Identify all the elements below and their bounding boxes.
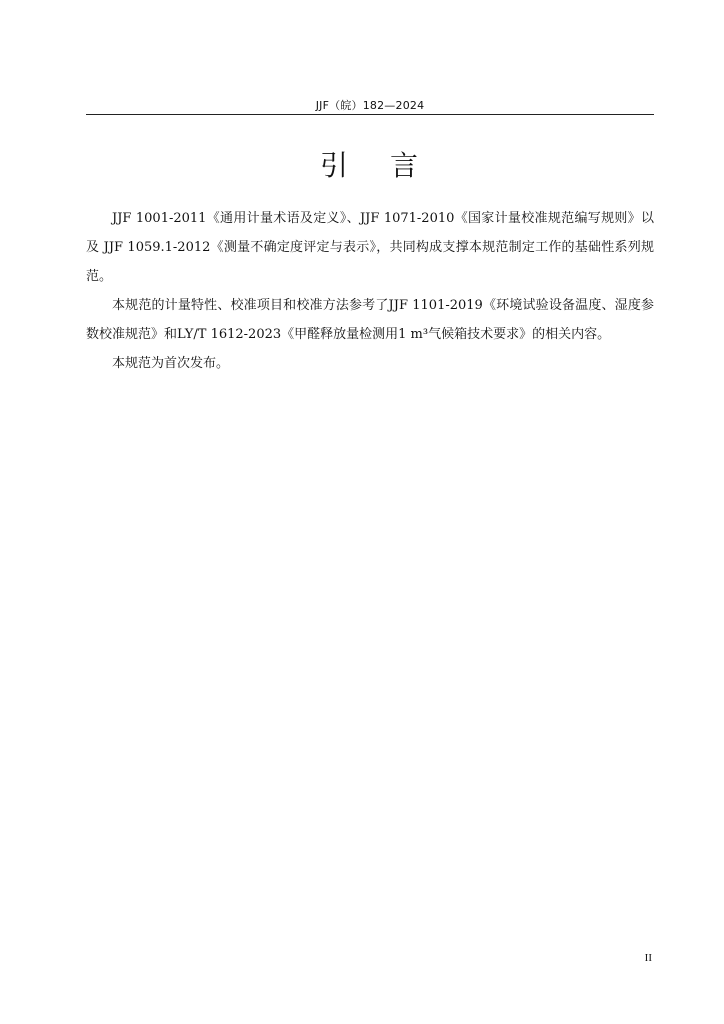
title-char-1: 引 xyxy=(319,149,350,182)
document-body xyxy=(86,204,654,378)
title-char-2: 言 xyxy=(390,149,421,182)
header-divider xyxy=(86,114,654,115)
paragraph-references: JJF 1001-2011《通用计量术语及定义》、JJF 1071-2010《国家计量校准规范编写规则》以及 JJF 1059.1-2012《测量不确定度评定与表示》，共同构成支撑本规范制定工作的基础性系列规范。 xyxy=(86,211,654,284)
paragraph-release: 本规范为首次发布。 xyxy=(112,356,230,371)
page-title xyxy=(86,144,654,184)
paragraph-basis: 本规范的计量特性、校准项目和校准方法参考了JJF 1101-2019《环境试验设备温度、湿度参数校准规范》和LY/T 1612-2023《甲醛释放量检测用1 m³气候箱技术要求》的相关内容。 xyxy=(86,298,654,342)
page-number: II xyxy=(644,952,652,964)
header-standard-code: JJF（皖）182—2024 xyxy=(315,99,425,112)
